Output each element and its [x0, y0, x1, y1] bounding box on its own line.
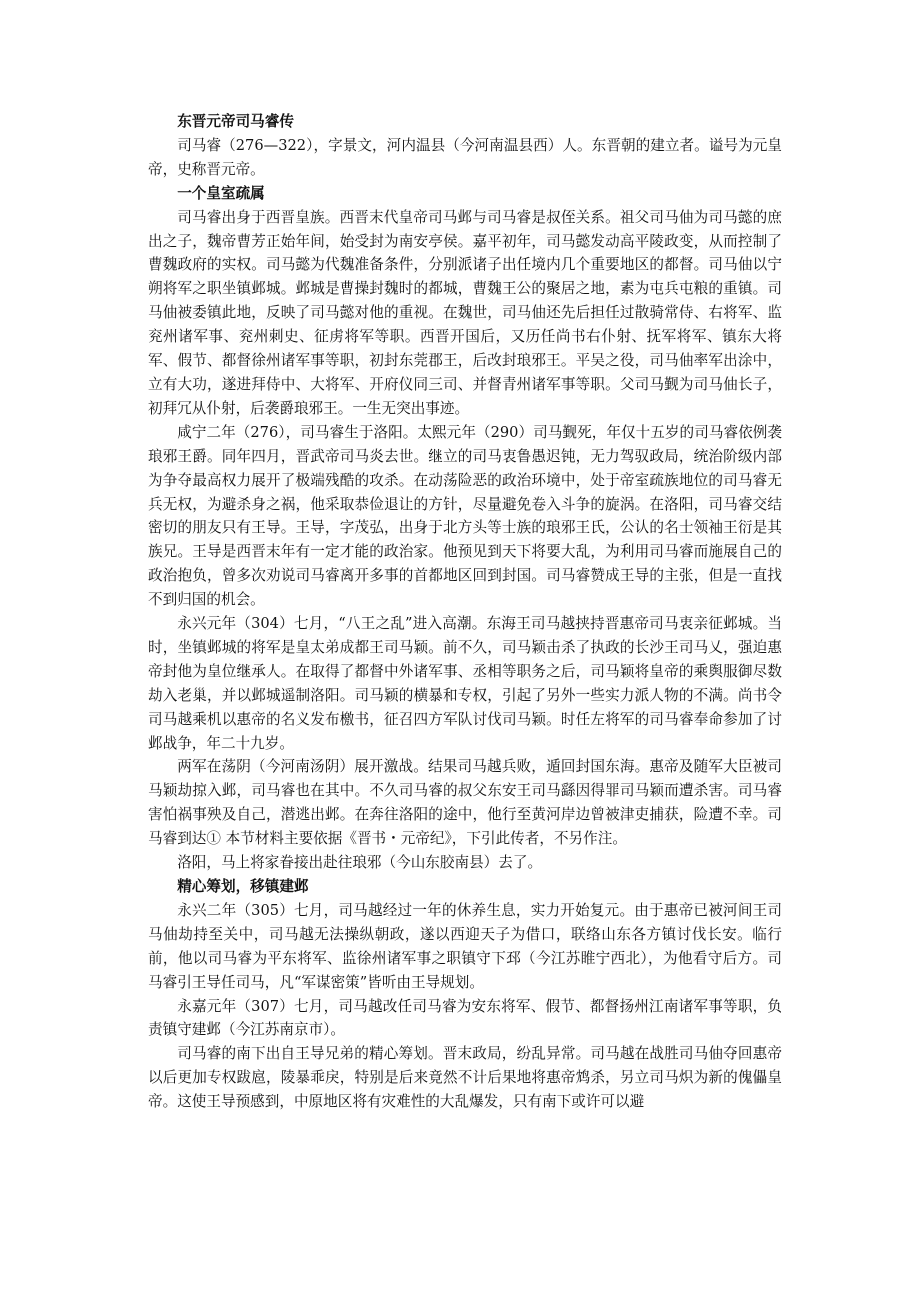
intro-paragraph: 司马睿（276—322），字景文，河内温县（今河南温县西）人。东晋朝的建立者。谥号为元皇帝，史称晋元帝。 [148, 136, 782, 178]
paragraph: 永兴元年（304）七月，“八王之乱”进入高潮。东海王司马越挟持晋惠帝司马衷亲征邺城。当时，坐镇邺城的将军是皇太弟成都王司马颖。前不久，司马颖击杀了执政的长沙王司马乂，强迫惠帝封他为皇位继承人。在取得了都督中外诸军事、丞相等职务之后，司马颖将皇帝的乘舆服御尽数劫入老巢，并以邺城遥制洛阳。司马颖的横暴和专权，引起了另外一些实力派人物的不满。尚书令司马越乘机以惠帝的名义发布檄书，征召四方军队讨伐司马颖。时任左将军的司马睿奉命参加了讨邺战争，年二十九岁。 [148, 615, 782, 752]
paragraph: 司马睿的南下出自王导兄弟的精心筹划。晋末政局，纷乱异常。司马越在战胜司马伷夺回惠帝以后更加专权跋扈，陵暴乖戾，特别是后来竟然不计后果地将惠帝鸩杀，另立司马炽为新的傀儡皇帝。这使王导预感到，中原地区将有灾难性的大乱爆发，只有南下或许可以避 [148, 1045, 782, 1111]
paragraph: 两军在荡阴（今河南汤阴）展开激战。结果司马越兵败，遁回封国东海。惠帝及随军大臣被司马颖劫掠入邺，司马睿也在其中。不久司马睿的叔父东安王司马繇因得罪司马颖而遭杀害。司马睿害怕祸事殃及自己，潜逃出邺。在奔往洛阳的途中，他行至黄河岸边曾被津吏捕获，险遭不幸。司马睿到达① 本节材料主要依据《晋书・元帝纪》，下引此传者，不另作注。 [148, 758, 782, 848]
paragraph: 咸宁二年（276），司马睿生于洛阳。太熙元年（290）司马觐死，年仅十五岁的司马睿依例袭琅邪王爵。同年四月，晋武帝司马炎去世。继立的司马衷鲁愚迟钝，无力驾驭政局，统治阶级内部为争夺最高权力展开了极端残酷的攻杀。在动荡险恶的政治环境中，处于帝室疏族地位的司马睿无兵无权，为避杀身之祸，他采取恭俭退让的方针，尽量避免卷入斗争的旋涡。在洛阳，司马睿交结密切的朋友只有王导。王导，字茂弘，出身于北方头等士族的琅邪王氏，公认的名士领袖王衍是其族兄。王导是西晋末年有一定才能的政治家。他预见到天下将要大乱，为利用司马睿而施展自己的政治抱负，曾多次劝说司马睿离开多事的首都地区回到封国。司马睿赞成王导的主张，但是一直找不到归国的机会。 [148, 423, 782, 609]
section-heading: 精心筹划，移镇建邺 [177, 878, 309, 895]
document-page [148, 110, 782, 1114]
paragraph: 洛阳，马上将家眷接出赴往琅邪（今山东胶南县）去了。 [177, 854, 543, 872]
section-heading: 一个皇室疏属 [177, 184, 265, 202]
document-title: 东晋元帝司马睿传 [177, 113, 294, 130]
paragraph: 永嘉元年（307）七月，司马越改任司马睿为安东将军、假节、都督扬州江南诸军事等职，负责镇守建邺（今江苏南京市）。 [148, 997, 782, 1039]
paragraph: 司马睿出身于西晋皇族。西晋末代皇帝司马邺与司马睿是叔侄关系。祖父司马伷为司马懿的庶出之子，魏帝曹芳正始年间，始受封为南安亭侯。嘉平初年，司马懿发动高平陵政变，从而控制了曹魏政府的实权。司马懿为代魏准备条件，分别派诸子出任境内几个重要地区的都督。司马伷以宁朔将军之职坐镇邺城。邺城是曹操封魏时的都城，曹魏王公的聚居之地，素为屯兵屯粮的重镇。司马伷被委镇此地，反映了司马懿对他的重视。在魏世，司马伷还先后担任过散骑常侍、右将军、监兖州诸军事、兖州刺史、征虏将军等职。西晋开国后，又历任尚书右仆射、抚军将军、镇东大将军、假节、都督徐州诸军事等职，初封东莞郡王，后改封琅邪王。平吴之役，司马伷率军出涂中，立有大功，遂进拜侍中、大将军、开府仪同三司、并督青州诸军事等职。父司马觐为司马伷长子，初拜冗从仆射，后袭爵琅邪王。一生无突出事迹。 [148, 208, 782, 417]
paragraph: 永兴二年（305）七月，司马越经过一年的休养生息，实力开始复元。由于惠帝已被河间王司马伷劫持至关中，司马越无法操纵朝政，遂以西迎天子为借口，联络山东各方镇讨伐长安。临行前，他以司马睿为平东将军、监徐州诸军事之职镇守下邳（今江苏睢宁西北），为他看守后方。司马睿引王导任司马，凡“军谋密策”皆听由王导规划。 [148, 901, 782, 991]
